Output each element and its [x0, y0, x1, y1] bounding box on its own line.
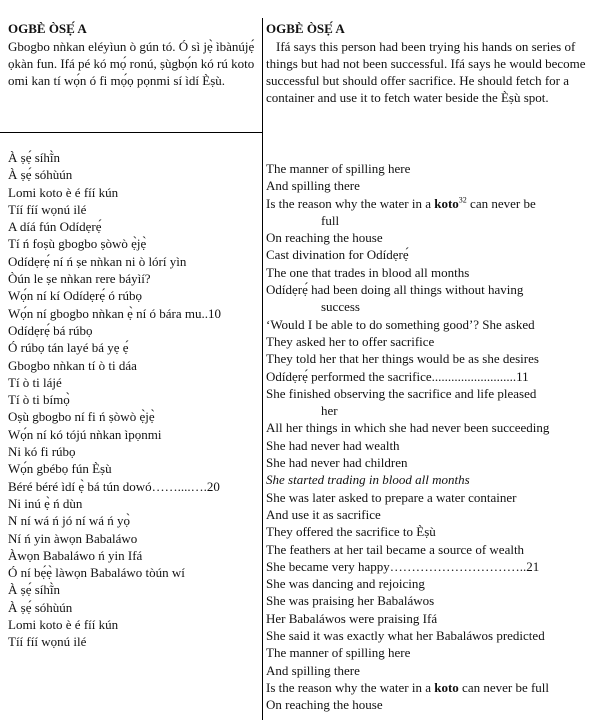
column-divider — [262, 18, 263, 720]
yoruba-verse-line: Oṣù gbogbo ní fi ń ṣòwò ẹ̀jẹ̀ — [8, 409, 155, 425]
english-verse-line: her — [321, 403, 338, 419]
yoruba-verse-line: À ṣẹ́ sóhùún — [8, 167, 73, 183]
yoruba-verse-line: Lomi koto è é fíí kún — [8, 184, 119, 200]
english-verse-line — [266, 195, 606, 212]
english-verses — [266, 160, 606, 714]
koto-term: koto — [434, 679, 459, 695]
english-verse-line: She had never had children — [266, 455, 408, 471]
english-verse-line: Odídẹrẹ́ had been doing all things without having — [266, 282, 524, 298]
verse-text: Is the reason why the water in a — [266, 195, 435, 211]
english-verse-line: She started trading in blood all months — [266, 472, 470, 488]
yoruba-verse-line: A díá fún Odídẹrẹ́ — [8, 219, 102, 235]
english-verse-line: On reaching the house — [266, 697, 383, 713]
english-verse-line: She became very happy…………………………..21 — [266, 558, 540, 574]
yoruba-intro: Gbogbo nǹkan eléyìun ò gún tó. Ó sì jẹ̀ ìbànújẹ́ ọkàn fun. Ifá pé kó mọ́ ronú, ṣùgbọ́n kó rú koto omi kan tí wọ́n ó fi mọ́ọ pọnmi sí ìdí Èṣù. — [8, 39, 255, 88]
english-verse-line: full — [321, 212, 340, 228]
english-verse-line: The one that trades in blood all months — [266, 264, 470, 280]
english-intro: Ifá says this person had been trying his hands on series of things but had not been successful. Ifá says he would become successful but should offer sacrifice. He should fetch for a container and use it to fetch water beside the Èṣù spot. — [266, 39, 586, 105]
yoruba-verse-line: Òún le ṣe nǹkan rere báyìí? — [8, 271, 151, 287]
yoruba-verse-line: À ṣẹ́ síhĩ̀n — [8, 150, 60, 165]
verse-text: can never be — [466, 195, 536, 211]
english-verse-line: They offered the sacrifice to Èṣù — [266, 524, 436, 540]
yoruba-verse-line: Gbogbo nǹkan tí ò ti dáa — [8, 357, 137, 373]
yoruba-verse-line: Ó ní bẹ́ẹ̀ làwọn Babaláwo tòún wí — [8, 565, 185, 581]
yoruba-intro-column — [8, 20, 258, 89]
yoruba-verse-line: Odídẹrẹ́ ní ń ṣe nǹkan ni ò lórí yìn — [8, 253, 187, 269]
yoruba-verse-line: Wọ́n ní kí Odídẹrẹ́ ó rúbọ — [8, 288, 142, 304]
english-verse-line: She said it was exactly what her Babaláwos predicted — [266, 628, 545, 644]
english-verse-line: The manner of spilling here — [266, 161, 411, 176]
yoruba-verse-line: Ní ń yin àwọn Babaláwo — [8, 530, 138, 546]
yoruba-verse-line: Wọ́n gbébọ fún Èṣù — [8, 461, 112, 477]
english-verse-line: And spilling there — [266, 662, 360, 678]
english-verse-line: They told her that her things would be as she desires — [266, 351, 539, 367]
koto-term: koto — [434, 195, 459, 211]
english-verse-line: And use it as sacrifice — [266, 506, 381, 522]
yoruba-verse-line: Lomi koto è é fíí kún — [8, 617, 119, 633]
english-verse-line: She had never had wealth — [266, 437, 400, 453]
yoruba-verse-line: À ṣẹ́ sóhùún — [8, 599, 73, 615]
english-title: OGBÈ ÒSẸ́ A — [266, 21, 345, 36]
yoruba-verses — [8, 149, 258, 651]
yoruba-verse-line: Tí ń foṣù gbogbo ṣòwò ẹ̀jẹ̀ — [8, 236, 147, 252]
english-verse-line: She was later asked to prepare a water container — [266, 489, 517, 505]
english-verse-line: success — [321, 299, 360, 315]
english-verse-line: And spilling there — [266, 178, 360, 194]
yoruba-title: OGBÈ ÒSẸ́ A — [8, 21, 87, 36]
yoruba-verse-line: Béré béré ìdí ẹ̀ bá tún dowó……....….20 — [8, 478, 220, 494]
english-verse-line: She finished observing the sacrifice and life pleased — [266, 385, 537, 401]
english-verse-line: She was dancing and rejoicing — [266, 576, 425, 592]
yoruba-verse-line: Wọ́n ní gbogbo nǹkan ẹ̀ ní ó bára mu..10 — [8, 305, 222, 321]
english-verse-line: Her Babaláwos were praising Ifá — [266, 610, 438, 626]
english-verse-line — [266, 679, 606, 696]
verse-text: can never be full — [458, 679, 550, 695]
english-verse-line: ‘Would I be able to do something good’? She asked — [266, 316, 535, 332]
yoruba-verse-line: À ṣẹ́ síhĩ̀n — [8, 582, 60, 598]
english-intro-column — [266, 20, 606, 106]
yoruba-verse-line: Tí ò ti lájé — [8, 374, 62, 390]
english-verse-line: Cast divination for Odídẹrẹ́ — [266, 247, 409, 263]
yoruba-verse-line: Wọ́n ní kó tójú nǹkan ìpọnmi — [8, 426, 162, 442]
yoruba-verse-line: Tíí fíí wọnú ilé — [8, 634, 87, 650]
footnote-marker[interactable]: 32 — [458, 195, 467, 205]
yoruba-verse-line: Odídẹrẹ́ bá rúbọ — [8, 322, 93, 338]
yoruba-verse-line: Ni inú ẹ̀ ń dùn — [8, 495, 83, 511]
english-verse-line: They asked her to offer sacrifice — [266, 333, 435, 349]
yoruba-verse-line: Ó rúbọ tán layé bá yẹ ẹ́ — [8, 340, 129, 356]
verse-text: Is the reason why the water in a — [266, 679, 435, 695]
intro-divider — [0, 132, 262, 133]
yoruba-verse-line: Tí ò ti bímọ̀ — [8, 392, 70, 408]
yoruba-verse-line: N ní wá ń jó ní wá ń yọ̀ — [8, 513, 131, 529]
yoruba-verse-line: Àwọn Babaláwo ń yin Ifá — [8, 547, 143, 563]
english-verse-line: Odídẹrẹ́ performed the sacrifice..........................11 — [266, 368, 529, 384]
yoruba-verse-line: Ni kó fi rúbọ — [8, 444, 76, 460]
english-verse-line: She was praising her Babaláwos — [266, 593, 435, 609]
english-verse-line: The manner of spilling here — [266, 645, 411, 661]
english-verse-line: The feathers at her tail became a source of wealth — [266, 541, 525, 557]
english-verse-line: On reaching the house — [266, 230, 383, 246]
yoruba-verse-line: Tíí fíí wọnú ilé — [8, 201, 87, 217]
english-verse-line: All her things in which she had never been succeeding — [266, 420, 550, 436]
